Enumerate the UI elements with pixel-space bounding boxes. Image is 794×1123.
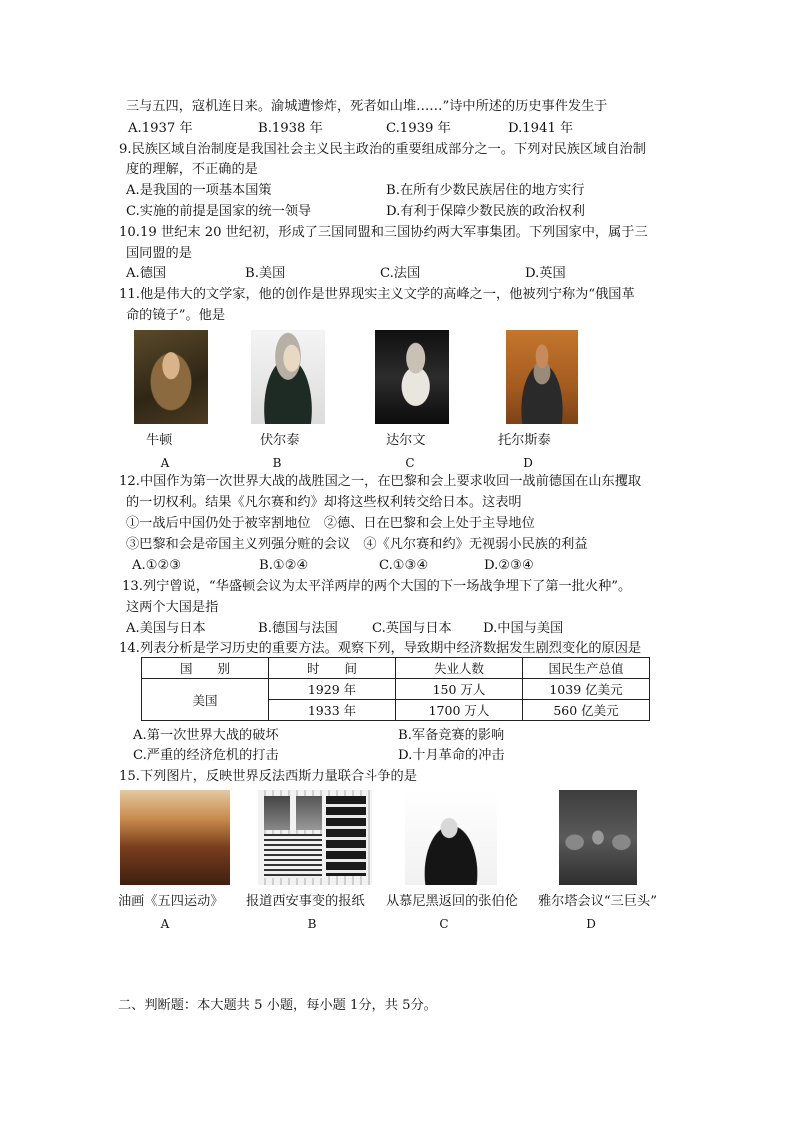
q9-option-a: A.是我国的一项基本国策 <box>126 183 272 198</box>
q9-text-1: 9.民族区域自治制度是我国社会主义民主政治的重要组成部分之一。下列对民族区域自治制 <box>119 142 646 157</box>
newton-portrait <box>134 330 208 424</box>
darwin-portrait <box>375 330 449 424</box>
q11-letter-b: B <box>272 456 282 470</box>
q15-letter-b: B <box>307 917 317 931</box>
q10-option-a: A.德国 <box>126 266 167 281</box>
q15-letter-a: A <box>160 917 170 931</box>
q8-option-d: D.1941 年 <box>508 121 574 136</box>
q11-text-1: 11.他是伟大的文学家，他的创作是世界现实主义文学的高峰之一，他被列宁称为“俄国革 <box>119 287 635 302</box>
q10-option-d: D.英国 <box>525 266 566 281</box>
voltaire-portrait <box>251 330 325 424</box>
yalta-big-three-photo <box>559 790 637 885</box>
q9-text-2: 度的理解，不正确的是 <box>126 162 258 177</box>
q13-text-2: 这两个大国是指 <box>126 600 219 615</box>
header-unemployed: 失业人数 <box>396 658 523 679</box>
q13-text-1: 13.列宁曾说，“华盛顿会议为太平洋两岸的两个大国的下一场战争埋下了第一批火种”。 <box>122 579 632 594</box>
header-time: 时 间 <box>269 658 396 679</box>
q11-caption-a: 牛顿 <box>146 433 173 448</box>
table-row <box>142 679 650 700</box>
q15-caption-c: 从慕尼黑返回的张伯伦 <box>386 894 518 909</box>
q14-option-c: C.严重的经济危机的打击 <box>133 748 279 763</box>
q11-text-2: 命的镜子”。他是 <box>126 308 226 323</box>
q9-option-c: C.实施的前提是国家的统一领导 <box>126 204 312 219</box>
q12-option-b: B.①②④ <box>259 558 309 573</box>
q11-caption-b: 伏尔泰 <box>260 433 300 448</box>
q14-option-d: D.十月革命的冲击 <box>398 748 505 763</box>
q8-option-b: B.1938 年 <box>258 121 323 136</box>
q14-option-a: A.第一次世界大战的破坏 <box>133 728 279 743</box>
unemployment-table <box>141 657 650 721</box>
header-gnp: 国民生产总值 <box>523 658 650 679</box>
q12-text-1: 12.中国作为第一次世界大战的战胜国之一，在巴黎和会上要求收回一战前德国在山东攫取 <box>119 474 642 489</box>
cell-country: 美国 <box>142 679 269 721</box>
q12-option-a: A.①②③ <box>132 558 182 573</box>
q8-option-a: A.1937 年 <box>128 121 193 136</box>
cell-year: 1929 年 <box>269 679 396 700</box>
table-header-row <box>142 658 650 679</box>
q11-letter-d: D <box>523 456 533 470</box>
q12-text-2: 的一切权利。结果《凡尔赛和约》却将这些权利转交给日本。这表明 <box>126 495 522 510</box>
q11-caption-c: 达尔文 <box>386 433 426 448</box>
q15-caption-a: 油画《五四运动》 <box>118 894 224 909</box>
q9-option-b: B.在所有少数民族居住的地方实行 <box>386 183 585 198</box>
xian-incident-newspaper <box>258 790 372 885</box>
q12-option-c: C.①③④ <box>379 558 429 573</box>
q13-option-a: A.美国与日本 <box>126 621 206 636</box>
q14-option-b: B.军备竞赛的影响 <box>398 728 505 743</box>
q11-letter-a: A <box>160 456 170 470</box>
chamberlain-photo <box>405 790 497 885</box>
q15-letter-c: C <box>439 917 449 931</box>
section-heading: 二、判断题：本大题共 5 小题，每小题 1分，共 5分。 <box>118 998 437 1013</box>
header-country: 国 别 <box>142 658 269 679</box>
newspaper-photo <box>296 796 322 830</box>
q13-option-c: C.英国与日本 <box>372 621 452 636</box>
newspaper-text <box>264 834 322 878</box>
q10-option-b: B.美国 <box>245 266 286 281</box>
q10-text-1: 10.19 世纪末 20 世纪初，形成了三国同盟和三国协约两大军事集团。下列国家中，属于三 <box>119 225 648 240</box>
q12-option-d: D.②③④ <box>484 558 534 573</box>
q13-option-d: D.中国与美国 <box>483 621 564 636</box>
q15-caption-d: 雅尔塔会议“三巨头” <box>538 894 657 909</box>
q12-statements-1: ①一战后中国仍处于被宰割地位 ②德、日在巴黎和会上处于主导地位 <box>126 516 535 531</box>
q8-option-c: C.1939 年 <box>386 121 451 136</box>
newspaper-photo <box>264 796 290 830</box>
q14-text: 14.列表分析是学习历史的重要方法。观察下列，导致期中经济数据发生剧烈变化的原因是 <box>119 641 642 656</box>
q12-statements-2: ③巴黎和会是帝国主义列强分赃的会议 ④《凡尔赛和约》无视弱小民族的利益 <box>126 537 588 552</box>
cell-unemployed: 1700 万人 <box>396 700 523 721</box>
q15-text: 15.下列图片，反映世界反法西斯力量联合斗争的是 <box>119 769 417 784</box>
q11-caption-d: 托尔斯泰 <box>498 433 551 448</box>
cell-unemployed: 150 万人 <box>396 679 523 700</box>
q8-text: 三与五四，寇机连日来。渝城遭惨炸，死者如山堆……”诗中所述的历史事件发生于 <box>126 99 608 114</box>
q9-option-d: D.有利于保障少数民族的政治权利 <box>386 204 585 219</box>
q15-letter-d: D <box>586 917 596 931</box>
q15-caption-b: 报道西安事变的报纸 <box>246 894 365 909</box>
cell-year: 1933 年 <box>269 700 396 721</box>
cell-gnp: 560 亿美元 <box>523 700 650 721</box>
cell-gnp: 1039 亿美元 <box>523 679 650 700</box>
q11-letter-c: C <box>405 456 415 470</box>
newspaper-headline <box>326 796 366 876</box>
q10-option-c: C.法国 <box>380 266 421 281</box>
q10-text-2: 国同盟的是 <box>126 246 192 261</box>
tolstoy-portrait <box>506 330 578 424</box>
may-fourth-painting <box>120 790 230 885</box>
q13-option-b: B.德国与法国 <box>258 621 338 636</box>
